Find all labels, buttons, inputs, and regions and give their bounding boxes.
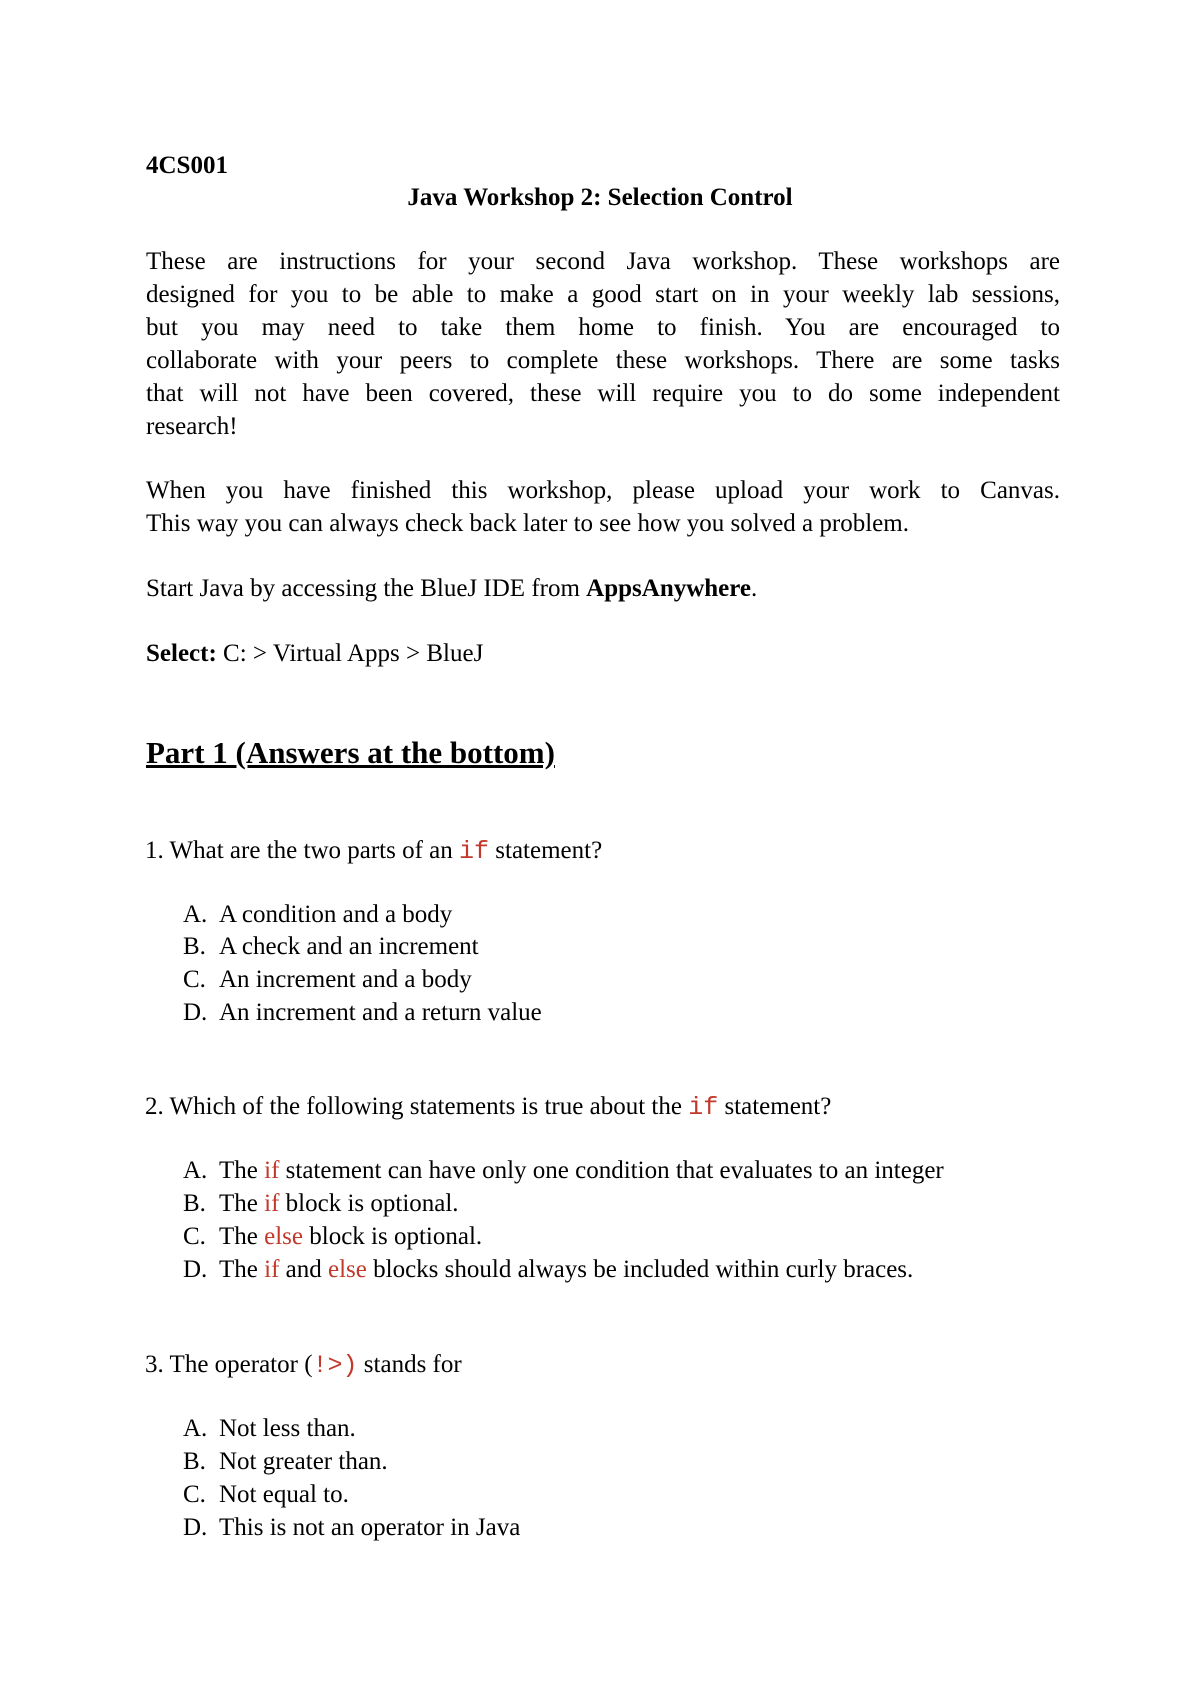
page-title: Java Workshop 2: Selection Control [407,184,793,211]
option-b [183,1445,388,1478]
question-text: stands for [357,1351,462,1378]
option-text: The [219,1190,265,1217]
option-letter: B. [183,933,206,960]
option-a [183,1154,944,1187]
option-d [183,1511,520,1544]
upload-line: This way you can always check back later to see how you solved a problem. [146,510,909,537]
option-b [183,1187,459,1220]
intro-line: that will not have been covered, these will require you to do some independent [146,380,1060,407]
intro-line: research! [146,413,238,440]
option-text: Not equal to. [219,1481,349,1508]
option-d [183,1253,913,1286]
question-3 [145,1348,462,1382]
option-letter: B. [183,1190,206,1217]
start-suffix: . [751,575,758,602]
question-text: statement? [495,837,603,864]
course-code: 4CS001 [146,152,228,179]
apps-anywhere-label: AppsAnywhere [586,575,752,602]
select-label: Select: [146,640,217,667]
option-letter: A. [183,901,208,928]
option-text: The [219,1157,265,1184]
question-text: 3. The operator ( [145,1351,313,1378]
keyword-if: if [264,1256,280,1283]
intro-line: but you may need to take them home to finish. You are encouraged to [146,314,1060,341]
option-text: and [279,1256,329,1283]
keyword-if: if [264,1190,280,1217]
start-instruction [146,572,757,605]
upload-line: When you have finished this workshop, please upload your work to Canvas. [146,477,1060,504]
option-text: block is optional. [279,1190,459,1217]
option-text: Not less than. [219,1415,356,1442]
code-keyword: if [688,1093,719,1122]
code-keyword: if [459,837,490,866]
option-text: An increment and a return value [219,999,542,1026]
option-letter: B. [183,1448,206,1475]
option-letter: C. [183,1481,206,1508]
option-text: blocks should always be included within curly braces. [366,1256,914,1283]
option-a [183,898,452,931]
option-letter: A. [183,1415,208,1442]
option-c [183,1220,482,1253]
keyword-else: else [264,1223,303,1250]
option-d [183,996,542,1029]
code-operator: !>) [312,1351,358,1380]
option-c [183,963,472,996]
keyword-if: if [264,1157,280,1184]
select-instruction [146,637,483,670]
question-text: statement? [724,1093,832,1120]
option-a [183,1412,356,1445]
question-text: 1. What are the two parts of an [145,837,460,864]
option-text: A check and an increment [219,933,479,960]
start-prefix: Start Java by accessing the BlueJ IDE from [146,575,587,602]
part-heading: Part 1 (Answers at the bottom) [146,735,555,770]
question-1 [145,834,602,868]
intro-line: collaborate with your peers to complete these workshops. There are some tasks [146,347,1060,374]
option-text: Not greater than. [219,1448,388,1475]
intro-line: These are instructions for your second Java workshop. These workshops are [146,248,1060,275]
option-text: The [219,1256,265,1283]
option-text: A condition and a body [219,901,453,928]
option-text: statement can have only one condition that evaluates to an integer [279,1157,944,1184]
option-text: The [219,1223,265,1250]
option-letter: D. [183,1514,208,1541]
keyword-else: else [328,1256,367,1283]
option-text: block is optional. [303,1223,483,1250]
select-path: C: > Virtual Apps > BlueJ [216,640,484,667]
option-letter: A. [183,1157,208,1184]
option-letter: D. [183,1256,208,1283]
option-letter: D. [183,999,208,1026]
option-letter: C. [183,1223,206,1250]
option-text: This is not an operator in Java [219,1514,521,1541]
intro-line: designed for you to be able to make a good start on in your weekly lab sessions, [146,281,1060,308]
option-c [183,1478,349,1511]
question-text: 2. Which of the following statements is true about the [145,1093,689,1120]
upload-paragraph [146,474,1060,540]
question-2 [145,1090,831,1124]
intro-paragraph [146,245,1060,443]
option-b [183,930,479,963]
option-text: An increment and a body [219,966,472,993]
option-letter: C. [183,966,206,993]
